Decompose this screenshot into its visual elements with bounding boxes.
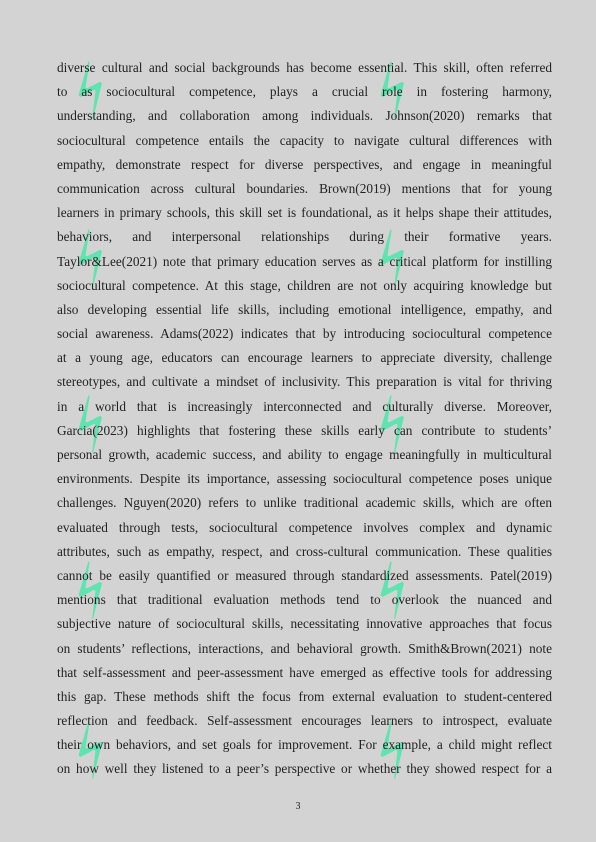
body-line: evaluated through tests, sociocultural competence involves complex and dynamic — [57, 519, 552, 535]
page-number: 3 — [295, 801, 301, 812]
body-line: subjective nature of sociocultural skills, necessitating innovative approaches that focus — [57, 616, 552, 632]
body-line: this gap. These methods shift the focus from external evaluation to student-centered — [57, 688, 552, 704]
watermark-icon: ⚡ — [51, 49, 134, 135]
body-line: learners in primary schools, this skill set is foundational, as it helps shape their attitudes, — [57, 205, 552, 221]
body-line: sociocultural competence entails the capacity to navigate cultural differences with — [57, 132, 552, 148]
body-line: attributes, such as empathy, respect, and cross-cultural communication. These qualities — [57, 543, 552, 559]
body-line: to as sociocultural competence, plays a crucial role in fostering harmony, — [57, 84, 552, 100]
watermark-icon: ⚡ — [353, 709, 436, 795]
watermark-icon: ⚡ — [51, 709, 134, 795]
body-line: Taylor&Lee(2021) note that primary education serves as a critical platform for instilling — [57, 253, 552, 269]
body-line: also developing essential life skills, including emotional intelligence, empathy, and — [57, 301, 552, 317]
body-line: on students’ reflections, interactions, and behavioral growth. Smith&Brown(2021) note — [57, 640, 552, 656]
watermark-icon: ⚡ — [353, 49, 436, 135]
body-line: social awareness. Adams(2022) indicates that by introducing sociocultural competence — [57, 326, 552, 342]
body-line: Garcia(2023) highlights that fostering these skills early can contribute to students’ — [57, 422, 552, 438]
body-line: behaviors, and interpersonal relationships during their formative years. — [57, 229, 552, 245]
body-line: mentions that traditional evaluation methods tend to overlook the nuanced and — [57, 592, 552, 608]
body-line: in a world that is increasingly interconnected and culturally diverse. Moreover, — [57, 398, 552, 414]
watermark-icon: ⚡ — [51, 383, 134, 469]
body-line: communication across cultural boundaries. Brown(2019) mentions that for young — [57, 180, 552, 196]
body-line: environments. Despite its importance, assessing sociocultural competence poses unique — [57, 471, 552, 487]
body-line: understanding, and collaboration among individuals. Johnson(2020) remarks that — [57, 108, 552, 124]
body-line: sociocultural competence. At this stage, children are not only acquiring knowledge but — [57, 277, 552, 293]
body-line: that self-assessment and peer-assessment have emerged as effective tools for addressing — [57, 664, 552, 680]
watermark-icon: ⚡ — [51, 217, 134, 303]
body-line: stereotypes, and cultivate a mindset of inclusivity. This preparation is vital for thriving — [57, 374, 552, 390]
body-line: cannot be easily quantified or measured through standardized assessments. Patel(2019) — [57, 567, 552, 583]
watermark-icon: ⚡ — [353, 217, 436, 303]
body-line: their own behaviors, and set goals for improvement. For example, a child might reflect — [57, 737, 552, 753]
body-line: diverse cultural and social backgrounds has become essential. This skill, often referred — [57, 60, 552, 75]
watermark-icon: ⚡ — [353, 549, 436, 635]
body-line: empathy, demonstrate respect for diverse perspectives, and engage in meaningful — [57, 156, 552, 172]
watermark-icon: ⚡ — [353, 383, 436, 469]
body-line: challenges. Nguyen(2020) refers to unlike traditional academic skills, which are often — [57, 495, 552, 511]
body-line: at a young age, educators can encourage learners to appreciate diversity, challenge — [57, 350, 552, 366]
watermark-icon: ⚡ — [51, 549, 134, 635]
body-text — [51, 56, 552, 782]
body-line: personal growth, academic success, and ability to engage meaningfully in multicultural — [57, 447, 552, 462]
body-line: on how well they listened to a peer’s perspective or whether they showed respect for a — [57, 761, 552, 777]
body-line: reflection and feedback. Self-assessment encourages learners to introspect, evaluate — [57, 713, 552, 729]
